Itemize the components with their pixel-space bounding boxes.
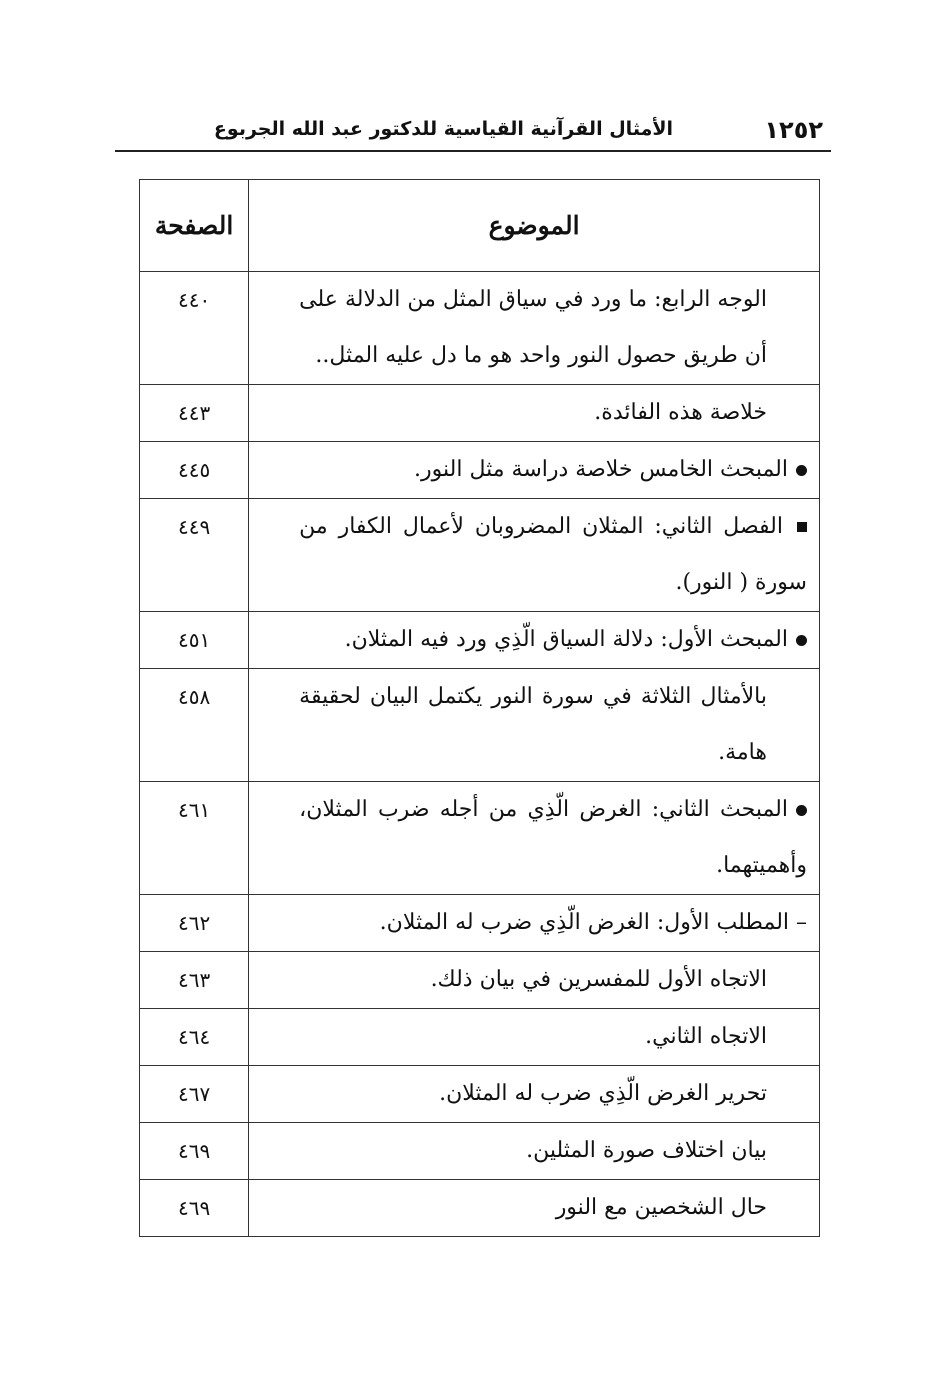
bullet-square-icon xyxy=(797,522,807,532)
table-row xyxy=(140,895,820,952)
page-number-cell: ٤٦٩ xyxy=(140,1180,249,1237)
page-number-cell: ٤٤٥ xyxy=(140,442,249,499)
page-number-cell: ٤٦١ xyxy=(140,782,249,895)
page-header xyxy=(115,112,831,152)
table-row xyxy=(140,1066,820,1123)
page-number-cell: ٤٦٢ xyxy=(140,895,249,952)
bullet-dot-icon xyxy=(796,805,807,816)
page-number-cell: ٤٤٩ xyxy=(140,499,249,612)
topic-cell xyxy=(249,272,820,385)
topic-cell xyxy=(249,952,820,1009)
page-number-cell: ٤٥١ xyxy=(140,612,249,669)
topic-cell xyxy=(249,1123,820,1180)
page-number-cell: ٤٤٠ xyxy=(140,272,249,385)
table-row xyxy=(140,1180,820,1237)
topic-text: المبحث الأول: دلالة السياق الّذِي ورد فيه المثلان. xyxy=(344,627,788,652)
topic-cell xyxy=(249,895,820,952)
topic-cell xyxy=(249,782,820,895)
running-title: الأمثال القرآنية القياسية للدكتور عبد الله الجربوع xyxy=(213,118,673,140)
topic-text: تحرير الغرض الّذِي ضرب له المثلان. xyxy=(439,1081,767,1106)
page-number-cell: ٤٥٨ xyxy=(140,669,249,782)
table-row xyxy=(140,1009,820,1066)
topic-text: الاتجاه الأول للمفسرين في بيان ذلك. xyxy=(430,967,767,992)
table-row xyxy=(140,442,820,499)
page-number-cell: ٤٦٣ xyxy=(140,952,249,1009)
table-row xyxy=(140,272,820,385)
topic-text: المبحث الثاني: الغرض الّذِي من أجله ضرب المثلان، وأهميتهما. xyxy=(299,797,807,878)
page-number-cell: ٤٤٣ xyxy=(140,385,249,442)
topic-text: خلاصة هذه الفائدة. xyxy=(594,400,767,425)
toc-table xyxy=(139,179,820,1237)
toc-body xyxy=(140,272,820,1237)
topic-cell xyxy=(249,669,820,782)
topic-cell xyxy=(249,1009,820,1066)
topic-cell xyxy=(249,1180,820,1237)
topic-text: بالأمثال الثلاثة في سورة النور يكتمل البيان لحقيقة هامة. xyxy=(299,684,767,765)
topic-cell xyxy=(249,612,820,669)
topic-cell xyxy=(249,499,820,612)
table-row xyxy=(140,499,820,612)
page-number-cell: ٤٦٤ xyxy=(140,1009,249,1066)
topic-text: بيان اختلاف صورة المثلين. xyxy=(526,1138,767,1163)
table-header-row xyxy=(140,180,820,272)
page-number-cell: ٤٦٩ xyxy=(140,1123,249,1180)
topic-text: – المطلب الأول: الغرض الّذِي ضرب له المثلان. xyxy=(379,910,807,935)
bullet-dot-icon xyxy=(796,635,807,646)
table-row xyxy=(140,669,820,782)
table-row xyxy=(140,1123,820,1180)
table-row xyxy=(140,952,820,1009)
topic-cell xyxy=(249,442,820,499)
column-header-page: الصفحة xyxy=(140,180,249,272)
table-row xyxy=(140,385,820,442)
bullet-dot-icon xyxy=(796,465,807,476)
topic-text: المبحث الخامس خلاصة دراسة مثل النور. xyxy=(414,457,788,482)
topic-text: الوجه الرابع: ما ورد في سياق المثل من الدلالة على أن طريق حصول النور واحد هو ما دل عليه المثل.. xyxy=(299,287,767,368)
table-row xyxy=(140,782,820,895)
topic-cell xyxy=(249,385,820,442)
column-header-topic: الموضوع xyxy=(249,180,820,272)
page-number-cell: ٤٦٧ xyxy=(140,1066,249,1123)
table-row xyxy=(140,612,820,669)
topic-text: الاتجاه الثاني. xyxy=(645,1024,767,1049)
topic-cell xyxy=(249,1066,820,1123)
topic-text: حال الشخصين مع النور xyxy=(555,1195,767,1220)
topic-text: الفصل الثاني: المثلان المضروبان لأعمال الكفار من سورة ( النور). xyxy=(299,514,807,595)
page-number: ١٢٥٢ xyxy=(764,116,823,144)
